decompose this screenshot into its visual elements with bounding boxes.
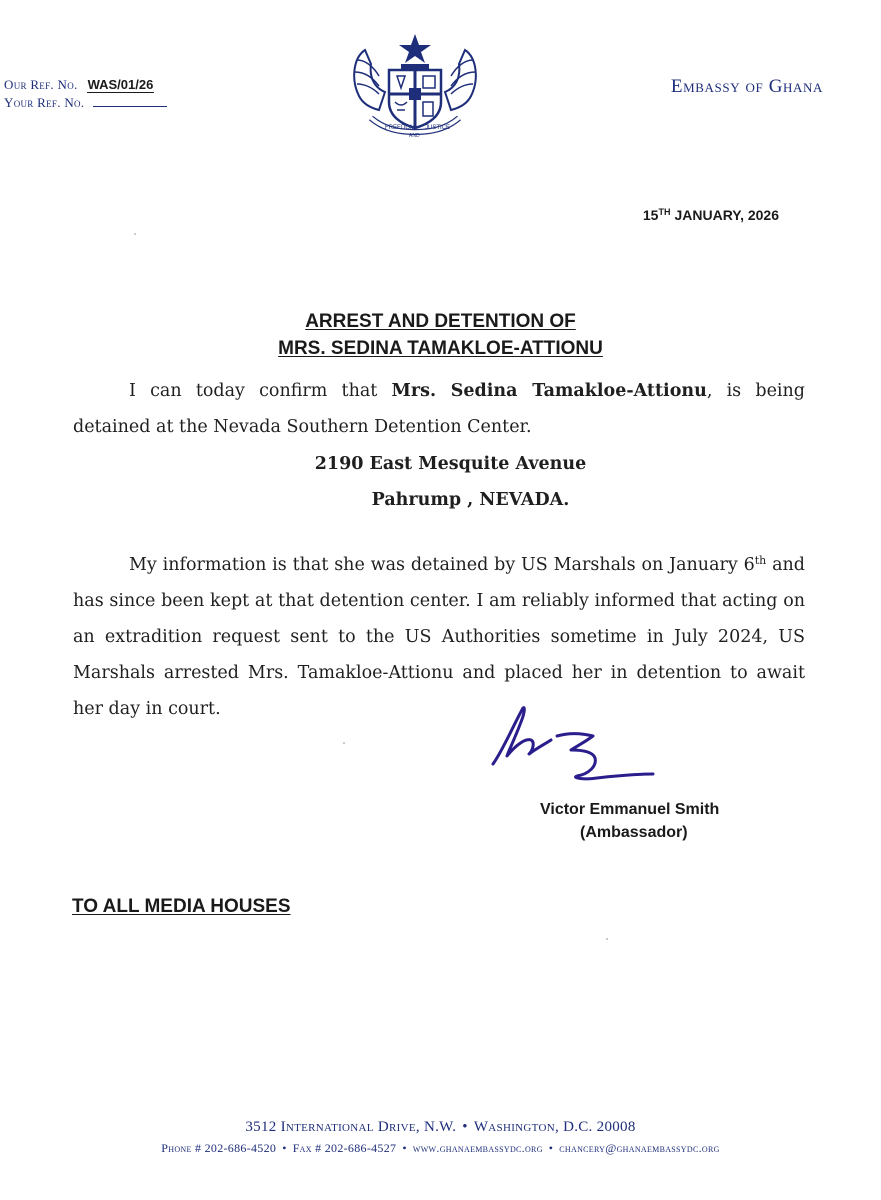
- footer-city: Washington, D.C. 20008: [473, 1119, 636, 1135]
- handwritten-signature: [485, 700, 685, 790]
- our-ref-label: Our Ref. No.: [4, 77, 78, 92]
- speck: [134, 233, 136, 235]
- address-line-2: Pahrump , NEVADA.: [371, 490, 570, 510]
- footer-bullet-3: •: [402, 1141, 407, 1155]
- footer-bullet-2: •: [282, 1141, 287, 1155]
- footer-phone: Phone # 202-686-4520: [161, 1141, 277, 1155]
- paragraph-2-before: My information is that she was detained by US Marshals on January 6: [129, 555, 755, 575]
- footer-email: chancery@ghanaembassydc.org: [559, 1141, 720, 1155]
- motto-middle: AND: [409, 133, 420, 138]
- heading-line-2: MRS. SEDINA TAMAKLOE-ATTIONU: [278, 338, 603, 359]
- motto-left: FREEDOM: [385, 125, 415, 131]
- paragraph-1: [73, 373, 805, 445]
- footer-bullet-4: •: [548, 1141, 554, 1155]
- our-ref-value: WAS/01/26: [87, 77, 154, 92]
- footer-bullet-1: •: [462, 1119, 468, 1135]
- your-ref-label: Your Ref. No.: [4, 95, 85, 110]
- paragraph-2-sup: th: [754, 554, 767, 567]
- detainee-name: Mrs. Sedina Tamakloe-Attionu: [391, 381, 707, 401]
- embassy-name: Embassy of Ghana: [670, 76, 823, 97]
- address-line-1: 2190 East Mesquite Avenue: [314, 454, 587, 474]
- paragraph-2-after: and has since been kept at that detention center. I am reliably informed that acting on an extradition request sent to the US Authorities sometime in July 2024, US Marshals arrested Mrs. Tamakloe-Attionu and placed her in detention to await her day in court.: [73, 555, 805, 719]
- date-suffix: TH: [658, 207, 671, 217]
- motto-right: JUSTICE: [425, 125, 451, 131]
- heading-line-1: ARREST AND DETENTION OF: [305, 311, 576, 332]
- signatory-title: (Ambassador): [580, 824, 688, 841]
- footer-address-line: [0, 1116, 881, 1138]
- letter-heading: [0, 308, 881, 362]
- our-ref-row: [4, 76, 167, 94]
- distribution-line: TO ALL MEDIA HOUSES: [72, 896, 291, 917]
- date-rest: JANUARY, 2026: [674, 207, 779, 223]
- footer-website: www.ghanaembassydc.org: [412, 1141, 543, 1155]
- footer-fax: Fax # 202-686-4527: [292, 1141, 397, 1155]
- your-ref-row: [4, 94, 167, 112]
- letter-footer: [0, 1116, 881, 1158]
- speck: [343, 742, 345, 744]
- your-ref-blank-line: [93, 96, 167, 107]
- paragraph-1-before: I can today confirm that: [129, 381, 392, 401]
- paragraph-2: [73, 543, 805, 727]
- signatory-name: Victor Emmanuel Smith: [540, 801, 720, 818]
- ghana-coat-of-arms-icon: [345, 30, 485, 138]
- speck: [606, 938, 608, 940]
- footer-street: 3512 International Drive, N.W.: [245, 1119, 457, 1135]
- signatory-block: [540, 798, 719, 844]
- paragraph-1-after: , is being detained at the Nevada Southern Detention Center.: [73, 381, 805, 437]
- date-day: 15: [642, 207, 659, 223]
- reference-block: [4, 76, 167, 112]
- footer-contact-line: [0, 1138, 881, 1158]
- letter-date: [643, 207, 779, 223]
